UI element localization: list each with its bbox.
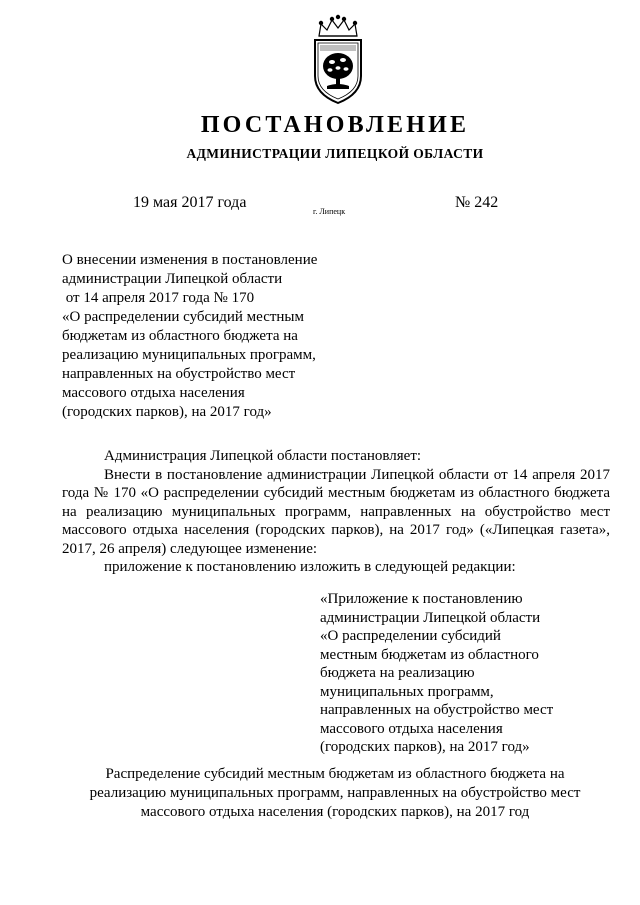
- document-body: [62, 447, 610, 577]
- distribution-title: Распределение субсидий местным бюджетам из областного бюджета на реализацию муниципальных программ, направленных на обустройство мест массового отдыха населения (городских парков), на 2017 год: [89, 766, 581, 820]
- document-subject: О внесении изменения в постановление администрации Липецкой области от 14 апреля 2017 года № 170 «О распределении субсидий местным бюджетам из областного бюджета на реализацию муниципальных программ, направленных на обустройство мест массового отдыха населения (городских парков), на 2017 год»: [62, 252, 318, 420]
- resolves-paragraph: Администрация Липецкой области постановляет:: [104, 448, 422, 464]
- document-number: № 242: [455, 194, 499, 211]
- document-title: ПОСТАНОВЛЕНИЕ: [200, 112, 470, 138]
- document-subtitle: АДМИНИСТРАЦИИ ЛИПЕЦКОЙ ОБЛАСТИ: [186, 146, 484, 161]
- coat-of-arms-icon: [299, 14, 377, 106]
- amendment-paragraph: Внести в постановление администрации Липецкой области от 14 апреля 2017 года № 170 «О распределении субсидий местным бюджетам из областного бюджета на реализацию муниципальных программ, направленных на обустройство мест массового отдыха населения (городских парков), на 2017 год» («Липецкая газета», 2017, 26 апреля) следующее изменение:: [62, 466, 610, 557]
- document-city: г. Липецк: [313, 207, 346, 216]
- change-paragraph: приложение к постановлению изложить в следующей редакции:: [104, 559, 516, 575]
- document-date: 19 мая 2017 года: [133, 194, 247, 211]
- annex-heading: «Приложение к постановлению администрации Липецкой области «О распределении субсидий местным бюджетам из областного бюджета на реализацию муниципальных программ, направленных на обустройство мест массового отдыха населения (городских парков), на 2017 год»: [320, 591, 554, 755]
